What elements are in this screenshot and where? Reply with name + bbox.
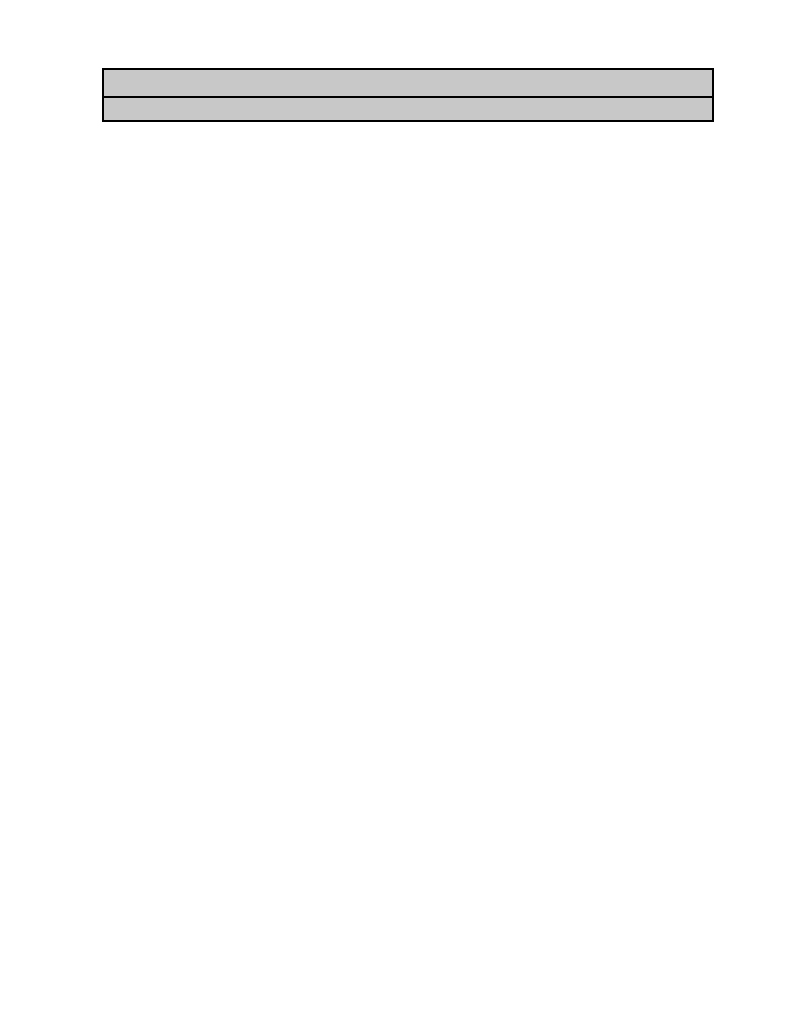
schedule-sheet — [102, 68, 712, 122]
footer-bar — [103, 97, 713, 121]
page-title — [103, 69, 713, 97]
schedule-table — [102, 68, 714, 122]
